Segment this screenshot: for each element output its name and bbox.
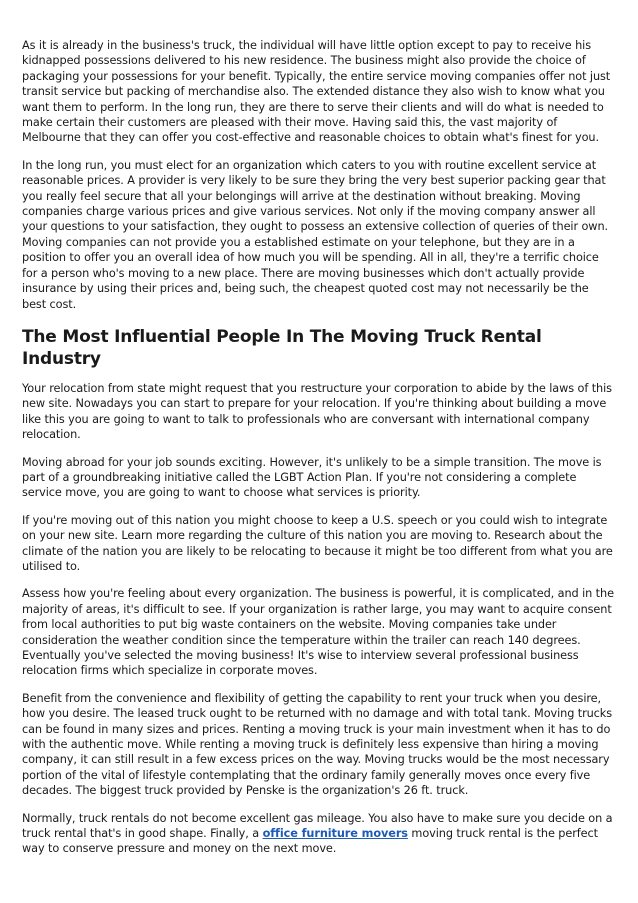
paragraph: In the long run, you must elect for an organization which caters to you with routine excellent service at reasonable prices. A provider is very likely to be sure they bring the very best superior packing gear that you really feel secure that all your belongings will arrive at the destination without breaking. Moving companies charge various prices and give various services. Not only if the moving company answer all your questions to your satisfaction, they ought to possess an extensive collection of queries of their own. Moving companies can not provide you a established estimate on your telephone, but they are in a position to offer you an overall idea of how much you will be spending. All in all, they're a terrific choice for a person who's moving to a new place. There are moving businesses which don't actually provide insurance by using their prices and, being such, the cheapest quoted cost may not necessarily be the best cost. — [22, 158, 608, 311]
document-page — [22, 38, 616, 869]
paragraph: Moving abroad for your job sounds exciting. However, it's unlikely to be a simple transition. The move is part of a groundbreaking initiative called the LGBT Action Plan. If you're not considering a complete service move, you are going to want to choose what services is priority. — [22, 455, 602, 500]
section-heading: The Most Influential People In The Moving Truck Rental Industry — [22, 326, 542, 369]
paragraph: Benefit from the convenience and flexibility of getting the capability to rent your truck when you desire, how you desire. The leased truck ought to be returned with no damage and with total tank. Moving trucks can be found in many sizes and prices. Renting a moving truck is your main investment when it has to do with the authentic move. While renting a moving truck is definitely less expensive than hiring a moving company, it can still result in a few excess prices on the way. Moving trucks would be the most necessary portion of the vital of lifestyle contemplating that the ordinary family generally moves once every five decades. The biggest truck provided by Penske is the organization's 26 ft. truck. — [22, 691, 613, 798]
office-furniture-movers-link[interactable]: office furniture movers — [262, 827, 408, 841]
paragraph-text-before-link: Normally, truck rentals do not become excellent gas mileage. You also have to make sure you decide on a truck rental that's in good shape. Finally, a — [22, 811, 613, 841]
paragraph-text-after-link: moving truck rental is the perfect way to conserve pressure and money on the next move. — [22, 827, 598, 856]
paragraph-last — [22, 811, 616, 857]
paragraph: Assess how you're feeling about every organization. The business is powerful, it is complicated, and in the majority of areas, it's difficult to see. If your organization is rather large, you may want to acquire consent from local authorities to put big waste containers on the website. Moving companies take under consideration the weather condition since the temperature within the trailer can reach 140 degrees. Eventually you've selected the moving business! It's wise to interview several professional business relocation firms which specialize in corporate moves. — [22, 587, 614, 678]
paragraph: As it is already in the business's truck, the individual will have little option except to pay to receive his kidnapped possessions delivered to his new residence. The business might also provide the choice of packaging your possessions for your benefit. Typically, the entire service moving companies offer not just transit service but packing of merchandise also. The extended distance they also wish to know what you want them to perform. In the long run, they are there to serve their clients and will do what is needed to make certain their customers are pleased with their move. Having said this, the vast majority of Melbourne that they can offer you cost-effective and reasonable choices to obtain what's finest for you. — [22, 39, 611, 145]
paragraph: Your relocation from state might request that you restructure your corporation to abide by the laws of this new site. Nowadays you can start to prepare for your relocation. If you're thinking about building a move like this you are going to want to talk to professionals who are conversant with international company relocation. — [22, 381, 612, 442]
paragraph: If you're moving out of this nation you might choose to keep a U.S. speech or you could wish to integrate on your new site. Learn more regarding the culture of this nation you are moving to. Research about the climate of the nation you are likely to be relocating to because it might be too different from what you are utilised to. — [22, 513, 613, 573]
